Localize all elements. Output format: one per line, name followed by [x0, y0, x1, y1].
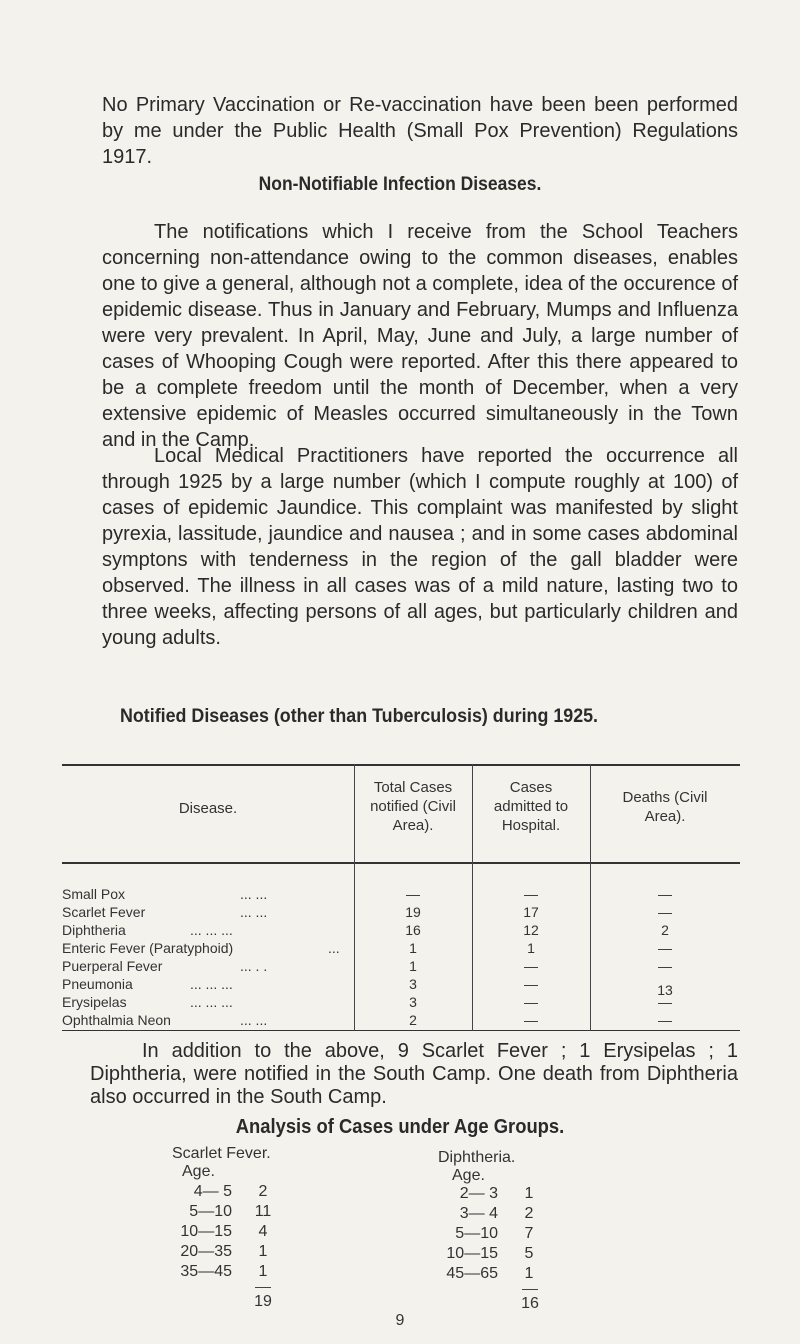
age-row: 10—15 4	[180, 1223, 268, 1240]
total-cases: 3	[409, 994, 417, 1010]
page-number: 9	[395, 1312, 405, 1329]
age-row: 45—65 1	[446, 1265, 534, 1282]
scarlet-fever-title: Scarlet Fever.	[172, 1145, 271, 1162]
table-row	[62, 922, 740, 938]
deaths: —	[658, 994, 672, 1010]
admitted-cases: —	[524, 886, 538, 902]
age-row: 4— 5 2	[193, 1183, 268, 1200]
admitted-cases: 12	[523, 922, 539, 938]
total-cases: 16	[405, 922, 421, 938]
table-row	[62, 994, 740, 1010]
deaths: —	[658, 940, 672, 956]
admitted-cases: —	[524, 1012, 538, 1028]
age-row: 10—15 5	[446, 1245, 534, 1262]
disease-name: Diphtheria ... ... ...	[62, 922, 233, 938]
scarlet-fever-age-groups	[172, 1144, 352, 1314]
total-cases: 19	[405, 904, 421, 920]
non-notifiable-paragraph: The notifications which I receive from the School Teachers concerning non-attendance owing to the common diseases, enables one to give a general, although not a complete, idea of the occurence of epidemic disease. Thus in January and February, Mumps and Influenza were very prevalent. In April, May, June and July, a large number of cases of Whooping Cough were reported. After this there appeared to be a complete freedom until the month of December, when a very extensive epidemic of Measles occurred simultaneously in the Town and in the Camp.	[102, 221, 738, 451]
sum-line	[255, 1287, 271, 1288]
header-disease: Disease.	[178, 800, 238, 817]
table-row	[62, 958, 740, 974]
age-row: 2— 3 1	[459, 1185, 534, 1202]
diphtheria-total: 16	[521, 1295, 539, 1312]
age-label: Age.	[452, 1167, 485, 1184]
disease-name: Scarlet Fever ... ...	[62, 904, 268, 920]
age-row: 3— 4 2	[459, 1205, 534, 1222]
table-row	[62, 886, 740, 902]
admitted-cases: —	[524, 958, 538, 974]
table-row	[62, 940, 740, 956]
table-top-rule	[62, 764, 740, 766]
disease-name: Small Pox ... ...	[62, 886, 268, 902]
deaths: —	[658, 958, 672, 974]
header-deaths: Deaths (Civil Area).	[622, 789, 708, 825]
admitted-cases: 17	[523, 904, 539, 920]
age-row: 5—10 7	[455, 1225, 534, 1242]
header-total-cases: Total Cases notified (Civil Area).	[370, 779, 456, 834]
deaths: —	[658, 1012, 672, 1028]
total-cases: 2	[409, 1012, 417, 1028]
age-row: 20—35 1	[180, 1243, 268, 1260]
disease-name: Puerperal Fever ... . .	[62, 958, 268, 974]
disease-name: Pneumonia ... ... ...	[62, 976, 233, 992]
deaths: 2	[661, 922, 669, 938]
vaccination-paragraph: No Primary Vaccination or Re-vaccination have been been performed by me under the Public Health (Small Pox Prevention) Regulations 1917.	[102, 94, 738, 168]
age-row: 5—10 11	[189, 1203, 272, 1220]
table-row	[62, 976, 740, 998]
sum-line	[522, 1289, 538, 1290]
disease-name: Erysipelas ... ... ...	[62, 994, 233, 1010]
age-label: Age.	[182, 1163, 215, 1180]
admitted-cases: —	[524, 976, 538, 992]
total-cases: 1	[409, 940, 417, 956]
age-groups-heading: Analysis of Cases under Age Groups.	[235, 1116, 565, 1138]
notified-diseases-heading: Notified Diseases (other than Tuberculosis) during 1925.	[120, 706, 599, 727]
south-camp-paragraph: In addition to the above, 9 Scarlet Fever ; 1 Erysipelas ; 1 Diphtheria, were notified in the South Camp. One death from Diphtheria also occurred in the South Camp.	[90, 1040, 738, 1108]
non-notifiable-heading: Non-Notifiable Infection Diseases.	[258, 174, 542, 195]
deaths: —	[658, 904, 672, 920]
diphtheria-age-groups	[438, 1148, 618, 1314]
header-admitted: Cases admitted to Hospital.	[493, 779, 569, 834]
admitted-cases: —	[524, 994, 538, 1010]
admitted-cases: 1	[527, 940, 535, 956]
table-bottom-rule	[62, 1030, 740, 1031]
deaths: 13	[657, 982, 673, 998]
scarlet-fever-total: 19	[254, 1293, 272, 1310]
total-cases: 1	[409, 958, 417, 974]
jaundice-paragraph: Local Medical Practitioners have reported the occurrence all through 1925 by a large number (which I compute roughly at 100) of cases of epidemic Jaundice. This complaint was manifested by slight pyrexia, lassitude, jaundice and nausea ; and in some cases abdominal symptons with tenderness in the region of the gall bladder were observed. The illness in all cases was of a mild nature, lasting two to three weeks, affecting persons of all ages, but particularly children and young adults.	[102, 445, 738, 649]
total-cases: —	[406, 886, 420, 902]
disease-name: Enteric Fever (Paratyphoid) ...	[62, 940, 340, 956]
age-row: 35—45 1	[180, 1263, 268, 1280]
table-row	[62, 904, 740, 920]
deaths: —	[658, 886, 672, 902]
table-row	[62, 1012, 740, 1028]
notified-diseases-table	[62, 764, 740, 1032]
table-header-rule	[62, 862, 740, 864]
total-cases: 3	[409, 976, 417, 992]
disease-name: Ophthalmia Neon ... ...	[62, 1012, 268, 1028]
diphtheria-title: Diphtheria.	[438, 1149, 516, 1166]
